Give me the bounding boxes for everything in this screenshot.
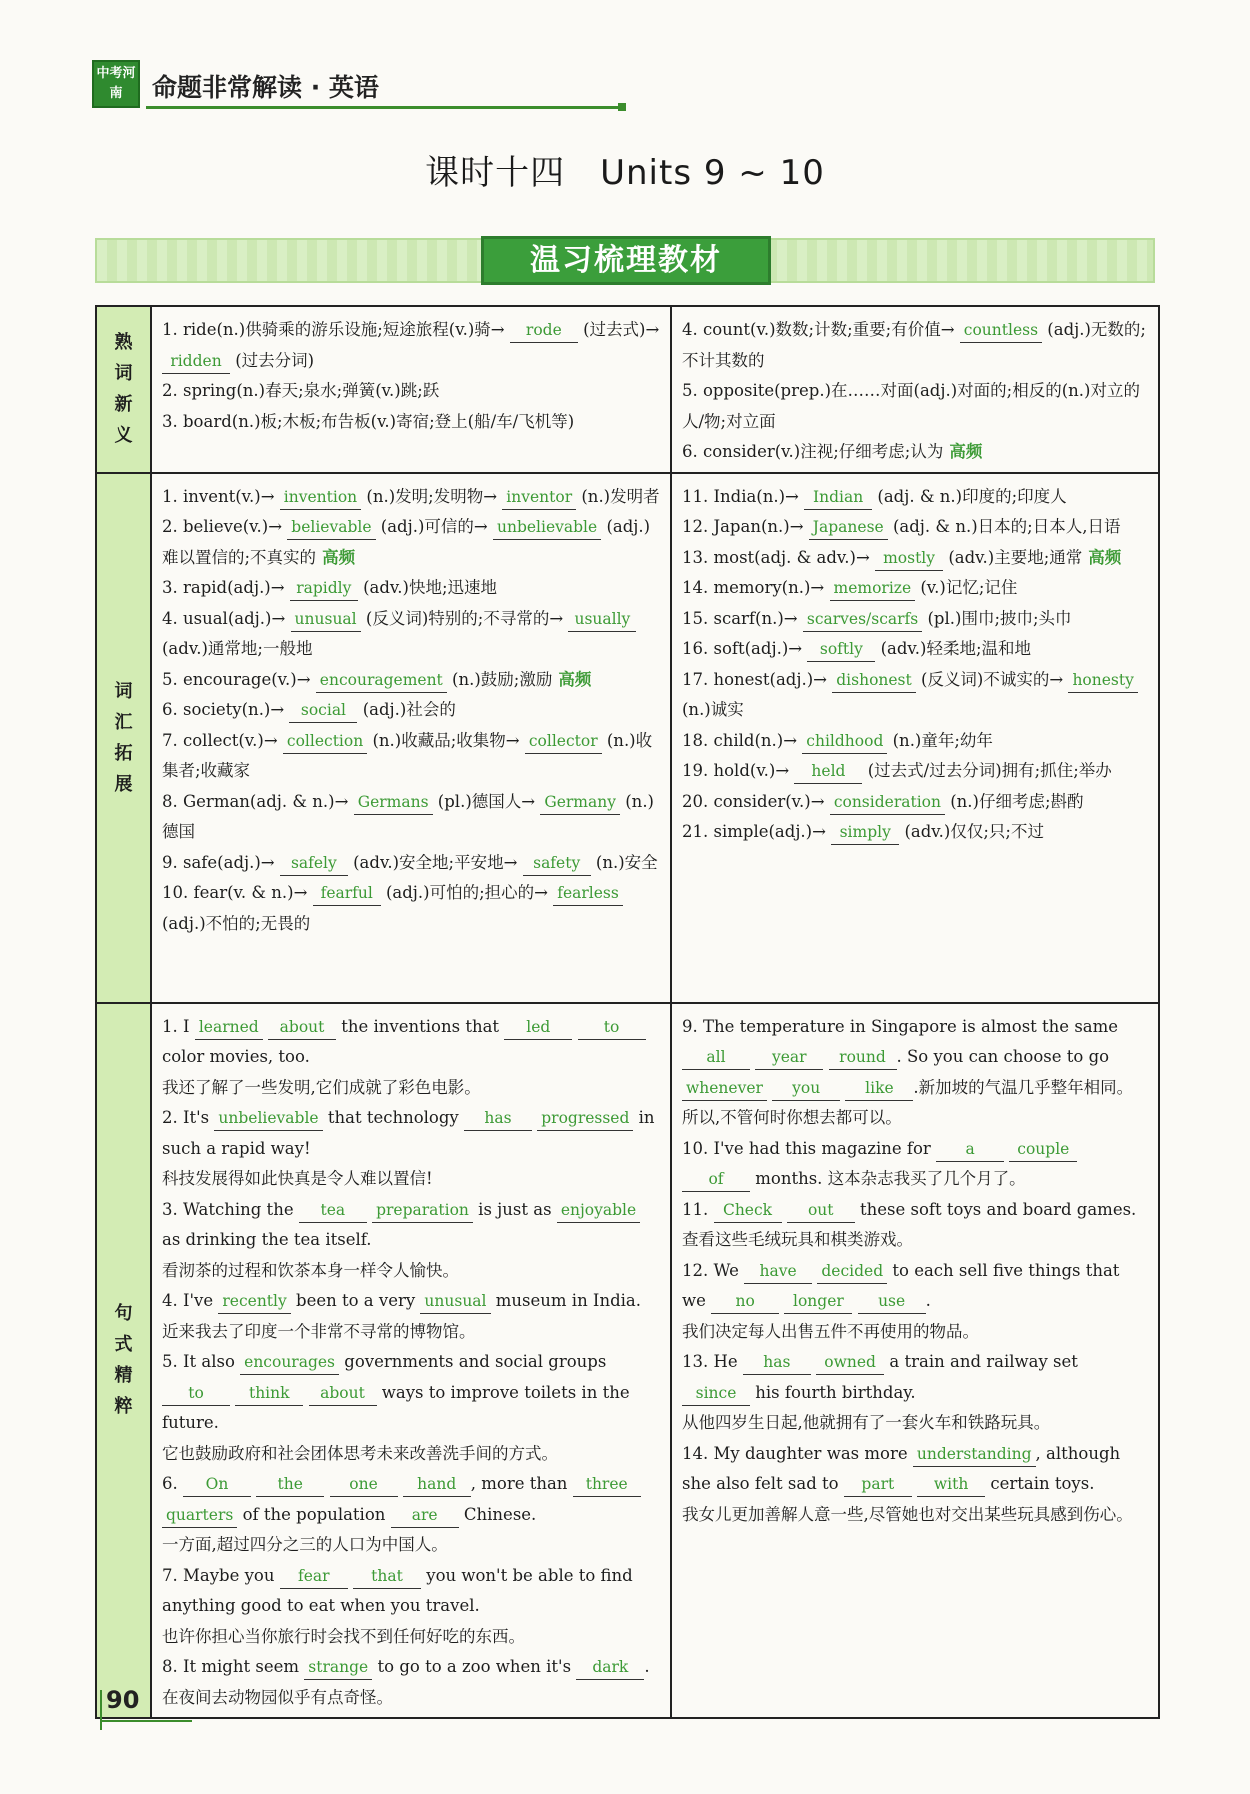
list-item: 5. encourage(v.)→ encouragement (n.)鼓励;激励 高频	[162, 665, 660, 696]
answer-blank: hand	[403, 1472, 471, 1497]
list-item: 2. spring(n.)春天;泉水;弹簧(v.)跳;跃	[162, 381, 440, 400]
sentence-item: 6. On the one hand , more than three quarters of the population are Chinese.	[162, 1469, 660, 1530]
list-item: 10. fear(v. & n.)→ fearful (adj.)可怕的;担心的→ fearless (adj.)不怕的;无畏的	[162, 878, 660, 939]
answer-blank: unbelievable	[493, 515, 601, 540]
answer-blank: usually	[568, 607, 636, 632]
answer-blank: held	[794, 759, 862, 784]
list-item: 2. believe(v.)→ believable (adj.)可信的→ unbelievable (adj.)难以置信的;不真实的 高频	[162, 517, 651, 567]
list-item: 7. collect(v.)→ collection (n.)收藏品;收集物→ collector (n.)收集者;收藏家	[162, 730, 653, 780]
section-row-sentences	[96, 1003, 1159, 1719]
list-item: 5. opposite(prep.)在……对面(adj.)对面的;相反的(n.)对立的人/物;对立面	[682, 381, 1140, 431]
translation: 我还了解了一些发明,它们成就了彩色电影。	[162, 1077, 481, 1097]
high-frequency-tag: 高频	[949, 442, 983, 461]
section-row-vocabulary	[96, 473, 1159, 1003]
answer-blank: dishonest	[832, 668, 916, 693]
answer-blank: round	[829, 1045, 897, 1070]
answer-blank: Indian	[804, 485, 872, 510]
section-label-sentences: 句式精粹	[96, 1003, 151, 1719]
list-item: 4. usual(adj.)→ unusual (反义词)特别的;不寻常的→ usually (adv.)通常地;一般地	[162, 604, 660, 665]
translation: 科技发展得如此快真是令人难以置信!	[162, 1169, 433, 1188]
list-item: 6. society(n.)→ social (adj.)社会的	[162, 695, 660, 726]
answer-blank: collector	[525, 729, 602, 754]
answer-blank: rode	[510, 318, 578, 343]
answer-blank: collection	[283, 729, 367, 754]
list-item: 9. safe(adj.)→ safely (adv.)安全地;平安地→ safety (n.)安全	[162, 848, 660, 879]
list-item: 3. rapid(adj.)→ rapidly (adv.)快地;迅速地	[162, 573, 660, 604]
translation: 查看这些毛绒玩具和棋类游戏。	[682, 1230, 913, 1249]
page-number-underline	[100, 1720, 192, 1722]
answer-blank: rapidly	[290, 576, 358, 601]
answer-blank: ridden	[162, 349, 230, 374]
answer-blank: about	[309, 1381, 377, 1406]
sentence-item: 5. It also encourages governments and social groups to think about ways to improve toilets in the future.	[162, 1352, 630, 1432]
sentences-right	[671, 1003, 1159, 1719]
list-item: 20. consider(v.)→ consideration (n.)仔细考虑;斟酌	[682, 787, 1148, 818]
answer-blank: owned	[816, 1350, 884, 1375]
answer-blank: couple	[1009, 1137, 1077, 1162]
high-frequency-tag: 高频	[1088, 547, 1122, 567]
answer-blank: enjoyable	[557, 1198, 640, 1223]
answer-blank: of	[682, 1167, 750, 1192]
sentence-item: 8. It might seem strange to go to a zoo when it's dark .	[162, 1652, 660, 1683]
sentence-item: 4. I've recently been to a very unusual museum in India.	[162, 1286, 660, 1317]
answer-blank: to	[162, 1381, 230, 1406]
page-number-rule	[100, 1690, 102, 1730]
translation: 它也鼓励政府和社会团体思考未来改善洗手间的方式。	[162, 1443, 558, 1463]
answer-blank: progressed	[537, 1106, 633, 1131]
answer-blank: countless	[960, 318, 1042, 343]
high-frequency-tag: 高频	[322, 547, 356, 567]
answer-blank: Japanese	[809, 515, 888, 540]
list-item: 4. count(v.)数数;计数;重要;有价值→ countless (adj.)无数的;不计其数的	[682, 320, 1146, 370]
banner-title: 温习梳理教材	[481, 236, 771, 285]
list-item: 12. Japan(n.)→ Japanese (adj. & n.)日本的;日本人,日语	[682, 512, 1148, 543]
answer-blank: On	[183, 1472, 251, 1497]
answer-blank: fearful	[313, 881, 381, 906]
familiar-words-right	[671, 306, 1159, 473]
answer-blank: encouragement	[316, 668, 447, 693]
header-underline	[146, 106, 618, 109]
sentences-left	[151, 1003, 671, 1719]
answer-blank: inventor	[502, 485, 576, 510]
list-item: 13. most(adj. & adv.)→ mostly (adv.)主要地;通常 高频	[682, 543, 1148, 574]
answer-blank: the	[256, 1472, 324, 1497]
answer-blank: since	[682, 1381, 750, 1406]
answer-blank: like	[845, 1076, 913, 1101]
sentence-item: 2. It's unbelievable that technology has progressed in such a rapid way!	[162, 1108, 655, 1158]
answer-blank: safety	[523, 851, 591, 876]
answer-blank: social	[289, 698, 357, 723]
list-item: 17. honest(adj.)→ dishonest (反义词)不诚实的→ honesty (n.)诚实	[682, 665, 1148, 726]
vocabulary-left	[151, 473, 671, 1003]
answer-blank: with	[917, 1472, 985, 1497]
sentence-item: 14. My daughter was more understanding , although she also felt sad to part with certain toys.	[682, 1439, 1148, 1500]
answer-blank: are	[391, 1503, 459, 1528]
answer-blank: has	[743, 1350, 811, 1375]
answer-blank: strange	[304, 1655, 372, 1680]
answer-blank: learned	[195, 1015, 263, 1040]
answer-blank: whenever	[682, 1076, 767, 1101]
answer-blank: Check	[714, 1198, 782, 1223]
answer-blank: recently	[218, 1289, 290, 1314]
answer-blank: preparation	[372, 1198, 473, 1223]
answer-blank: simply	[831, 820, 899, 845]
answer-blank: fearless	[553, 881, 623, 906]
answer-blank: have	[744, 1259, 812, 1284]
sentence-item: 9. The temperature in Singapore is almost the same all year round . So you can choose to go whenever you like .新加坡的气温几乎整年相同。所以,不管何时你想去都可以。	[682, 1016, 1134, 1127]
answer-blank: one	[330, 1472, 398, 1497]
review-table	[95, 305, 1160, 1719]
list-item: 6. consider(v.)注视;仔细考虑;认为 高频	[682, 442, 983, 461]
answer-blank: scarves/scarfs	[803, 607, 922, 632]
answer-blank: out	[787, 1198, 855, 1223]
section-label-vocabulary: 词汇拓展	[96, 473, 151, 1003]
list-item: 11. India(n.)→ Indian (adj. & n.)印度的;印度人	[682, 482, 1148, 513]
section-row-familiar-words	[96, 306, 1159, 473]
translation: 看沏茶的过程和饮茶本身一样令人愉快。	[162, 1260, 459, 1280]
answer-blank: honesty	[1068, 668, 1137, 693]
sentence-item: 7. Maybe you fear that you won't be able to find anything good to eat when you travel.	[162, 1565, 633, 1615]
list-item: 1. invent(v.)→ invention (n.)发明;发明物→ inventor (n.)发明者	[162, 482, 660, 513]
answer-blank: has	[464, 1106, 532, 1131]
page-header	[92, 60, 624, 110]
translation: 一方面,超过四分之三的人口为中国人。	[162, 1535, 448, 1554]
list-item: 15. scarf(n.)→ scarves/scarfs (pl.)围巾;披巾;头巾	[682, 604, 1148, 635]
sentence-item: 10. I've had this magazine for a couple of months. 这本杂志我买了几个月了。	[682, 1134, 1148, 1195]
answer-blank: year	[755, 1045, 823, 1070]
answer-blank: consideration	[830, 790, 945, 815]
answer-blank: softly	[807, 637, 875, 662]
answer-blank: a	[936, 1137, 1004, 1162]
answer-blank: invention	[280, 485, 361, 510]
translation: 我女儿更加善解人意一些,尽管她也对交出某些玩具感到伤心。	[682, 1504, 1133, 1524]
answer-blank: unusual	[291, 607, 361, 632]
sentence-item: 13. He has owned a train and railway set since his fourth birthday.	[682, 1347, 1148, 1408]
list-item: 21. simple(adj.)→ simply (adv.)仅仅;只;不过	[682, 817, 1148, 848]
answer-blank: understanding	[913, 1442, 1036, 1467]
translation: 也许你担心当你旅行时会找不到任何好吃的东西。	[162, 1626, 525, 1646]
answer-blank: to	[578, 1015, 646, 1040]
answer-blank: Germans	[354, 790, 433, 815]
answer-blank: part	[844, 1472, 912, 1497]
sentence-item: 12. We have decided to each sell five things that we no longer use .	[682, 1256, 1148, 1317]
answer-blank: no	[711, 1289, 779, 1314]
answer-blank: led	[504, 1015, 572, 1040]
list-item: 18. child(n.)→ childhood (n.)童年;幼年	[682, 726, 1148, 757]
answer-blank: Germany	[540, 790, 620, 815]
list-item: 1. ride(n.)供骑乘的游乐设施;短途旅程(v.)骑→ rode (过去式)→ ridden (过去分词)	[162, 315, 660, 376]
answer-blank: dark	[576, 1655, 644, 1680]
list-item: 3. board(n.)板;木板;布告板(v.)寄宿;登上(船/车/飞机等)	[162, 411, 575, 431]
answer-blank: use	[858, 1289, 926, 1314]
answer-blank: tea	[299, 1198, 367, 1223]
familiar-words-left	[151, 306, 671, 473]
book-title: 命题非常解读 · 英语	[152, 73, 379, 102]
list-item: 19. hold(v.)→ held (过去式/过去分词)拥有;抓住;举办	[682, 756, 1148, 787]
sentence-item: 1. I learned about the inventions that led to color movies, too.	[162, 1012, 660, 1073]
sentence-item: 11. Check out these soft toys and board games.	[682, 1195, 1148, 1226]
answer-blank: memorize	[830, 576, 916, 601]
translation: 在夜间去动物园似乎有点奇怪。	[162, 1687, 393, 1707]
vocabulary-right	[671, 473, 1159, 1003]
list-item: 8. German(adj. & n.)→ Germans (pl.)德国人→ Germany (n.)德国	[162, 791, 654, 841]
answer-blank: about	[268, 1015, 336, 1040]
answer-blank: that	[353, 1564, 421, 1589]
high-frequency-tag: 高频	[558, 669, 592, 689]
answer-blank: unusual	[420, 1289, 490, 1314]
answer-blank: three	[573, 1472, 641, 1497]
answer-blank: childhood	[802, 729, 887, 754]
answer-blank: unbelievable	[214, 1106, 322, 1131]
answer-blank: decided	[817, 1259, 887, 1284]
sentence-item: 3. Watching the tea preparation is just as enjoyable as drinking the tea itself.	[162, 1195, 660, 1256]
answer-blank: you	[772, 1076, 840, 1101]
answer-blank: all	[682, 1045, 750, 1070]
answer-blank: safely	[280, 851, 348, 876]
page-number: 90	[106, 1686, 140, 1714]
answer-blank: think	[235, 1381, 303, 1406]
list-item: 16. soft(adj.)→ softly (adv.)轻柔地;温和地	[682, 634, 1148, 665]
answer-blank: encourages	[240, 1350, 339, 1375]
answer-blank: believable	[287, 515, 375, 540]
translation: 从他四岁生日起,他就拥有了一套火车和铁路玩具。	[682, 1413, 1051, 1432]
answer-blank: quarters	[162, 1503, 237, 1528]
section-label-familiar-words: 熟词新义	[96, 306, 151, 473]
translation: 近来我去了印度一个非常不寻常的博物馆。	[162, 1321, 476, 1341]
translation: 我们决定每人出售五件不再使用的物品。	[682, 1321, 979, 1341]
list-item: 14. memory(n.)→ memorize (v.)记忆;记住	[682, 573, 1148, 604]
answer-blank: longer	[784, 1289, 852, 1314]
answer-blank: mostly	[875, 546, 943, 571]
lesson-title: 课时十四 Units 9 ~ 10	[425, 153, 825, 193]
book-logo: 中考河南	[92, 60, 140, 108]
section-banner	[95, 238, 1155, 283]
answer-blank: fear	[280, 1564, 348, 1589]
header-underline-dot	[618, 103, 626, 111]
